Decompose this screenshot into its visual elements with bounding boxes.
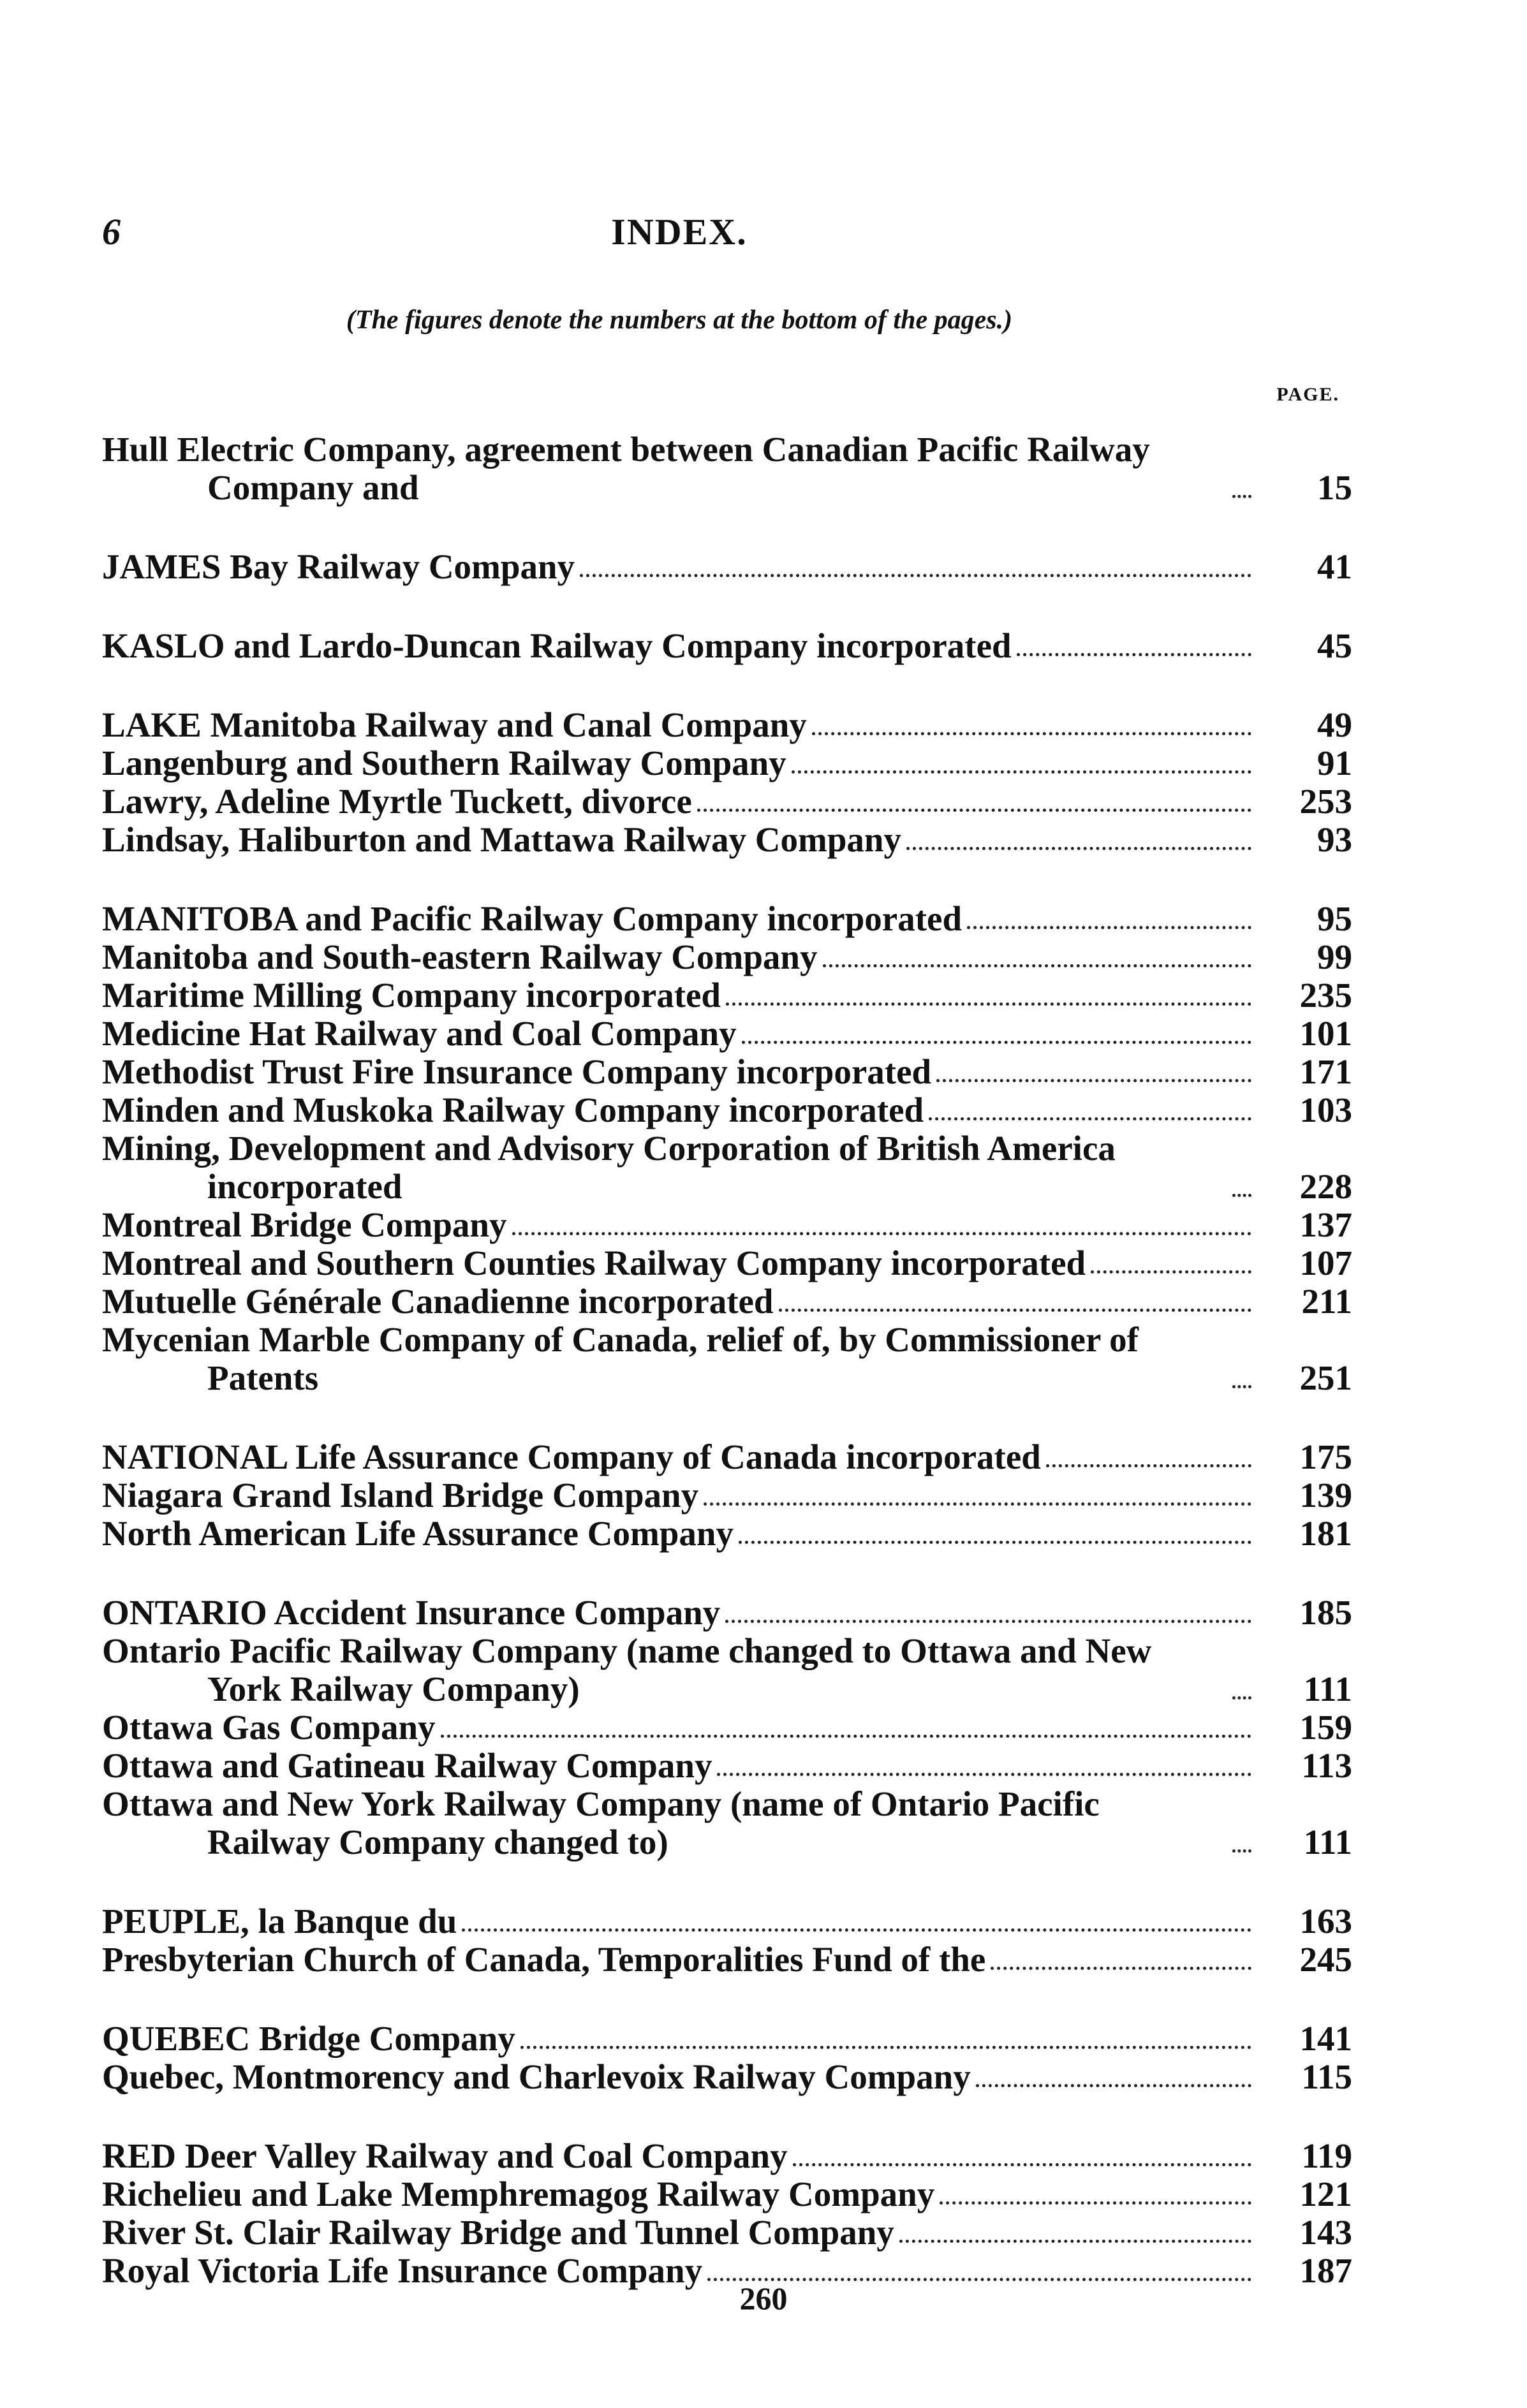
entry-text: Ottawa Gas Company — [102, 1708, 436, 1747]
dot-leader — [1017, 653, 1251, 656]
index-entry — [102, 1941, 1352, 1979]
index-group — [102, 1594, 1352, 1861]
dot-leader — [967, 926, 1251, 929]
entry-text: NATIONAL Life Assurance Company of Canada incorporated — [102, 1437, 1041, 1476]
dot-leader — [1232, 1849, 1251, 1853]
index-entry — [102, 2020, 1352, 2058]
entry-page-number: 103 — [1299, 1090, 1352, 1129]
dot-leader — [1232, 1385, 1251, 1388]
entry-page-number: 143 — [1299, 2213, 1352, 2252]
index-entry — [102, 1902, 1352, 1941]
entry-text: LAKE Manitoba Railway and Canal Company — [102, 705, 807, 744]
dot-leader — [1091, 1270, 1251, 1274]
index-entry — [102, 1206, 1352, 1244]
index-entry — [102, 976, 1352, 1015]
entry-page-number: 115 — [1301, 2057, 1352, 2096]
dot-leader — [742, 1041, 1251, 1044]
entry-text: Ottawa and Gatineau Railway Company — [102, 1746, 712, 1785]
entry-page-number: 175 — [1299, 1437, 1352, 1476]
entry-text: Mycenian Marble Company of Canada, relief of, by Commissioner of Patents — [102, 1320, 1139, 1397]
index-entry — [102, 2137, 1352, 2175]
entry-text: Royal Victoria Life Insurance Company — [102, 2251, 703, 2290]
index-entry — [102, 900, 1352, 938]
page-column-label: PAGE. — [1276, 384, 1339, 405]
entry-page-number: 185 — [1299, 1593, 1352, 1632]
entry-page-number: 111 — [1303, 1823, 1352, 1861]
index-group — [102, 2137, 1352, 2290]
dot-leader — [779, 1309, 1251, 1312]
entry-text: Langenburg and Southern Railway Company — [102, 744, 786, 782]
index-entry — [102, 1244, 1352, 1282]
entry-text: Lawry, Adeline Myrtle Tuckett, divorce — [102, 782, 692, 821]
dot-leader — [1232, 495, 1251, 498]
dot-leader — [812, 732, 1251, 735]
index-group — [102, 627, 1352, 665]
index-group — [102, 2020, 1352, 2096]
entry-page-number: 171 — [1299, 1052, 1352, 1091]
entry-page-number: 211 — [1301, 1282, 1352, 1321]
dot-leader — [793, 2163, 1251, 2166]
index-group — [102, 430, 1352, 507]
page-number: 6 — [102, 211, 121, 253]
entry-page-number: 107 — [1299, 1244, 1352, 1282]
entry-page-number: 121 — [1299, 2175, 1352, 2213]
dot-leader — [936, 1079, 1251, 1082]
dot-leader — [1232, 1696, 1251, 1700]
dot-leader — [976, 2084, 1251, 2087]
dot-leader — [512, 1232, 1251, 1235]
entry-page-number: 113 — [1301, 1746, 1352, 1785]
index-entry — [102, 1476, 1352, 1515]
entry-text: North American Life Assurance Company — [102, 1514, 734, 1553]
index-entry — [102, 1438, 1352, 1476]
entry-page-number: 245 — [1299, 1940, 1352, 1979]
entry-text: MANITOBA and Pacific Railway Company incorporated — [102, 899, 963, 938]
dot-leader — [823, 964, 1251, 967]
entry-text: QUEBEC Bridge Company — [102, 2019, 515, 2058]
index-entry — [102, 1282, 1352, 1321]
entry-page-number: 119 — [1301, 2136, 1352, 2175]
entry-page-number: 141 — [1299, 2019, 1352, 2058]
index-entry — [102, 1015, 1352, 1053]
entry-page-number: 137 — [1299, 1205, 1352, 1244]
dot-leader — [704, 1502, 1251, 1506]
dot-leader — [580, 574, 1251, 577]
entry-page-number: 101 — [1299, 1014, 1352, 1053]
dot-leader — [940, 2201, 1251, 2205]
entry-page-number: 139 — [1299, 1476, 1352, 1515]
entry-text: Ontario Pacific Railway Company (name changed to Ottawa and New York Railway Company) — [102, 1631, 1152, 1708]
entry-text: Presbyterian Church of Canada, Temporalities Fund of the — [102, 1940, 986, 1979]
entry-page-number: 253 — [1299, 782, 1352, 821]
entry-text: ONTARIO Accident Insurance Company — [102, 1593, 721, 1632]
index-entry — [102, 1708, 1352, 1747]
index-entry — [102, 430, 1352, 507]
index-entry — [102, 2175, 1352, 2213]
entry-text: Mining, Development and Advisory Corporation of British America incorporated — [102, 1129, 1116, 1206]
entry-page-number: 187 — [1299, 2251, 1352, 2290]
index-entry — [102, 744, 1352, 782]
dot-leader — [906, 847, 1251, 850]
entry-text: PEUPLE, la Banque du — [102, 1902, 457, 1941]
entry-page-number: 228 — [1299, 1167, 1352, 1206]
index-group — [102, 706, 1352, 859]
entry-page-number: 163 — [1299, 1902, 1352, 1941]
entry-text: Methodist Trust Fire Insurance Company incorporated — [102, 1052, 932, 1091]
index-entries — [102, 430, 1352, 2331]
entry-page-number: 235 — [1299, 976, 1352, 1015]
entry-text: Minden and Muskoka Railway Company incorporated — [102, 1090, 924, 1129]
entry-page-number: 95 — [1317, 899, 1352, 938]
entry-page-number: 91 — [1317, 744, 1352, 782]
index-entry — [102, 1053, 1352, 1091]
index-entry — [102, 1129, 1352, 1206]
index-entry — [102, 1515, 1352, 1553]
dot-leader — [899, 2240, 1251, 2243]
dot-leader — [929, 1117, 1251, 1120]
dot-leader — [520, 2046, 1251, 2049]
index-entry — [102, 706, 1352, 744]
dot-leader — [792, 770, 1251, 774]
index-entry — [102, 548, 1352, 586]
dot-leader — [1046, 1464, 1251, 1467]
entry-text: Niagara Grand Island Bridge Company — [102, 1476, 699, 1515]
page-header — [102, 210, 1257, 261]
index-entry — [102, 938, 1352, 976]
index-entry — [102, 1321, 1352, 1397]
folio-number: 260 — [739, 2280, 788, 2316]
index-group — [102, 1438, 1352, 1553]
index-entry — [102, 1747, 1352, 1785]
index-entry — [102, 1632, 1352, 1708]
dot-leader — [697, 809, 1251, 812]
index-group — [102, 548, 1352, 586]
entry-text: River St. Clair Railway Bridge and Tunnel Company — [102, 2213, 894, 2252]
index-entry — [102, 627, 1352, 665]
entry-page-number: 93 — [1317, 820, 1352, 859]
entry-text: Montreal and Southern Counties Railway Company incorporated — [102, 1244, 1086, 1282]
index-group — [102, 1902, 1352, 1979]
entry-text: JAMES Bay Railway Company — [102, 547, 575, 586]
index-entry — [102, 1091, 1352, 1129]
index-note: (The figures denote the numbers at the bottom of the pages.) — [346, 305, 1013, 335]
index-entry — [102, 2058, 1352, 2096]
dot-leader — [462, 1928, 1251, 1932]
entry-page-number: 49 — [1317, 705, 1352, 744]
entry-text: Hull Electric Company, agreement between Canadian Pacific Railway Company and — [102, 430, 1150, 507]
index-entry — [102, 1785, 1352, 1861]
entry-text: RED Deer Valley Railway and Coal Company — [102, 2136, 788, 2175]
entry-page-number: 41 — [1317, 547, 1352, 586]
index-entry — [102, 782, 1352, 821]
entry-page-number: 45 — [1317, 626, 1352, 665]
index-entry — [102, 821, 1352, 859]
page-title: INDEX. — [611, 211, 748, 253]
dot-leader — [717, 1773, 1251, 1776]
entry-text: Medicine Hat Railway and Coal Company — [102, 1014, 737, 1053]
entry-text: Maritime Milling Company incorporated — [102, 976, 721, 1015]
entry-page-number: 99 — [1317, 937, 1352, 976]
index-group — [102, 900, 1352, 1397]
index-entry — [102, 2213, 1352, 2252]
entry-text: Montreal Bridge Company — [102, 1205, 507, 1244]
entry-text: Ottawa and New York Railway Company (name of Ontario Pacific Railway Company changed to) — [102, 1784, 1100, 1861]
entry-page-number: 111 — [1303, 1670, 1352, 1708]
entry-page-number: 159 — [1299, 1708, 1352, 1747]
entry-page-number: 181 — [1299, 1514, 1352, 1553]
index-entry — [102, 1594, 1352, 1632]
entry-text: Lindsay, Haliburton and Mattawa Railway Company — [102, 820, 901, 859]
dot-leader — [1232, 1194, 1251, 1197]
entry-text: KASLO and Lardo-Duncan Railway Company incorporated — [102, 626, 1012, 665]
entry-page-number: 251 — [1299, 1358, 1352, 1397]
entry-text: Manitoba and South-eastern Railway Company — [102, 937, 818, 976]
dot-leader — [726, 1002, 1251, 1006]
dot-leader — [739, 1541, 1251, 1544]
entry-text: Richelieu and Lake Memphremagog Railway Company — [102, 2175, 935, 2213]
entry-page-number: 15 — [1317, 468, 1352, 507]
dot-leader — [441, 1735, 1251, 1738]
entry-text: Quebec, Montmorency and Charlevoix Railway Company — [102, 2057, 971, 2096]
dot-leader — [725, 1620, 1251, 1623]
dot-leader — [991, 1967, 1251, 1970]
entry-text: Mutuelle Générale Canadienne incorporated — [102, 1282, 774, 1321]
